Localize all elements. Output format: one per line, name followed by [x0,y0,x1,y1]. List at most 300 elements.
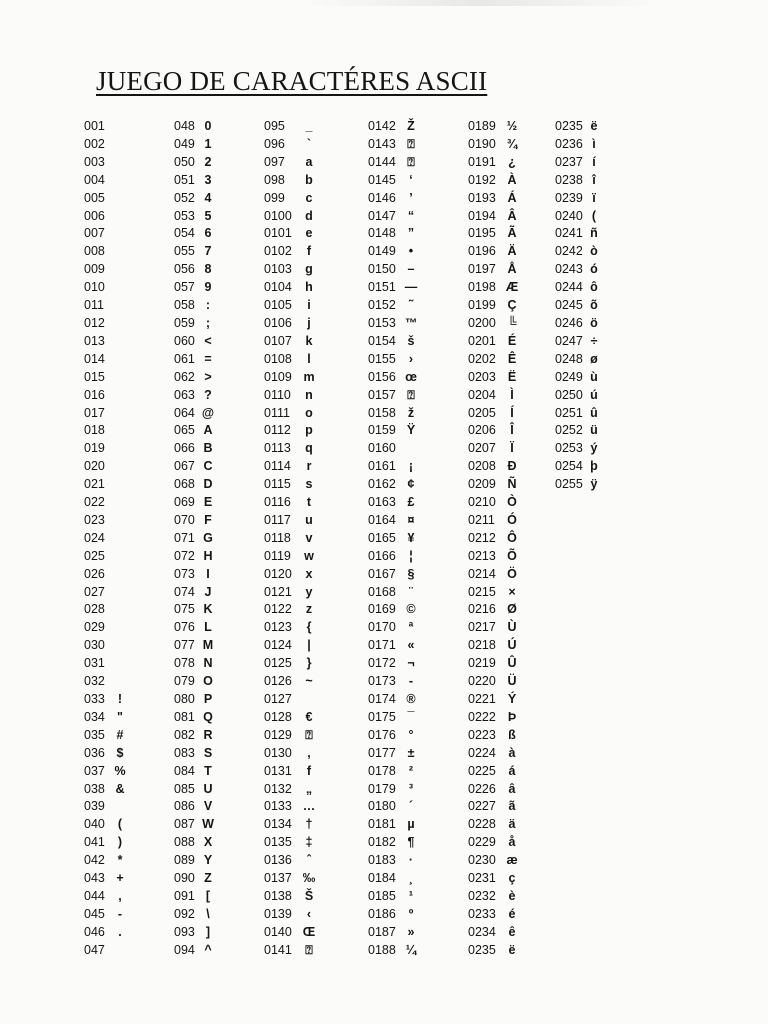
ascii-character: ü [590,423,598,438]
ascii-character: Î [510,423,514,438]
ascii-character: 4 [204,190,212,205]
ascii-code: 0100 [264,208,292,223]
ascii-code: 033 [84,692,105,706]
ascii-code: 0110 [264,387,291,402]
ascii-character: — [404,280,418,295]
ascii-code: 018 [84,423,105,438]
ascii-character: % [114,763,126,778]
ascii-code: 0242 [555,244,583,259]
ascii-character: L [204,620,212,635]
ascii-code: 0102 [264,244,292,259]
ascii-character: ⍰ [407,387,415,402]
ascii-code: 084 [174,763,195,778]
ascii-character: F [204,512,212,527]
ascii-character: œ [405,369,417,384]
ascii-code: 037 [84,763,105,778]
ascii-code: 095 [264,119,285,133]
ascii-character: s [305,477,313,492]
page-title: JUEGO DE CARACTÉRES ASCII [96,66,488,96]
ascii-code: 0180 [368,799,396,814]
ascii-code: 0158 [368,405,396,420]
ascii-character: † [305,817,313,832]
ascii-code: 0177 [368,745,396,760]
ascii-code: 0227 [468,799,496,814]
ascii-code: 0250 [555,387,583,402]
ascii-code: 040 [84,817,105,832]
ascii-character: ™ [404,315,418,330]
ascii-character: ‘ [409,172,413,187]
ascii-character: < [204,333,212,348]
ascii-character: Ó [507,512,517,527]
ascii-character: û [590,405,598,420]
ascii-code: 0228 [468,817,496,832]
ascii-character: Â [507,208,517,223]
ascii-code: 006 [84,208,105,223]
ascii-code: 098 [264,172,285,187]
ascii-character: ” [407,226,415,241]
ascii-character: * [117,853,123,868]
ascii-character: Ÿ [406,423,416,438]
ascii-character: š [407,333,415,348]
ascii-code: 049 [174,136,195,151]
ascii-code: 029 [84,620,105,635]
ascii-character: G [203,530,213,545]
ascii-character: ý [590,441,598,456]
ascii-character: ï [592,190,596,205]
ascii-code: 099 [264,190,285,205]
ascii-character: o [305,405,313,420]
ascii-code: 0192 [468,172,496,187]
ascii-character: n [305,387,313,402]
ascii-code: 0238 [555,172,583,187]
ascii-character: Œ [302,924,316,939]
ascii-character: õ [590,298,598,313]
ascii-code: 038 [84,781,105,796]
ascii-code: 0204 [468,387,496,402]
ascii-character: £ [407,495,415,510]
ascii-code: 0214 [468,566,496,581]
ascii-character: „ [305,781,313,796]
ascii-code: 024 [84,530,105,545]
ascii-character: ¾ [506,136,518,151]
ascii-character: Ü [507,674,517,689]
ascii-character: Ý [507,692,517,706]
ascii-code: 021 [84,477,105,492]
ascii-character: Þ [507,709,517,724]
ascii-character: ¼ [405,942,417,957]
ascii-character: ñ [590,226,598,241]
ascii-code: 0135 [264,835,292,850]
ascii-code: 0193 [468,190,496,205]
ascii-character: Å [507,262,517,277]
ascii-code: 0245 [555,298,583,313]
ascii-code: 0126 [264,674,292,689]
ascii-character: a [305,154,313,169]
ascii-code: 0124 [264,638,292,653]
ascii-character: Ž [407,119,415,133]
ascii-code: 0189 [468,119,496,133]
ascii-code: 0234 [468,924,496,939]
ascii-character: ¯ [407,709,415,724]
ascii-character: H [203,548,213,563]
ascii-code: 0147 [368,208,396,223]
ascii-character: ë [590,119,598,133]
ascii-character: ÷ [590,333,598,348]
ascii-code: 086 [174,799,195,814]
ascii-character: , [118,888,122,903]
ascii-code: 002 [84,136,105,151]
ascii-character: Ë [507,369,517,384]
ascii-code: 023 [84,512,105,527]
ascii-character: - [408,674,414,689]
ascii-code: 0202 [468,351,496,366]
ascii-code: 007 [84,226,105,241]
ascii-character: ß [508,727,516,742]
ascii-code: 092 [174,906,195,921]
ascii-code: 022 [84,495,105,510]
ascii-character: º [408,906,414,921]
ascii-code: 044 [84,888,105,903]
ascii-code: 0205 [468,405,496,420]
ascii-code: 0160 [368,441,396,456]
ascii-code: 052 [174,190,195,205]
ascii-code: 004 [84,172,105,187]
ascii-character: j [307,315,311,330]
ascii-code: 0254 [555,459,583,474]
ascii-code: 0253 [555,441,583,456]
ascii-character: r [306,459,312,474]
ascii-code: 0186 [368,906,396,921]
ascii-character: · [408,853,414,868]
ascii-code: 032 [84,674,105,689]
ascii-code: 0128 [264,709,292,724]
ascii-code: 075 [174,602,195,617]
ascii-code: 0190 [468,136,496,151]
ascii-code: 003 [84,154,105,169]
ascii-character: Ï [510,441,514,456]
ascii-code: 0116 [264,495,291,510]
ascii-character: þ [590,459,598,474]
ascii-character: A [203,423,213,438]
ascii-character: ‡ [305,835,313,850]
ascii-character: è [508,888,516,903]
ascii-code: 046 [84,924,105,939]
ascii-code: 0188 [368,942,396,957]
ascii-code: 0167 [368,566,396,581]
ascii-code: 0220 [468,674,496,689]
ascii-character: x [305,566,313,581]
ascii-code: 020 [84,459,105,474]
ascii-code: 0143 [368,136,396,151]
ascii-code: 078 [174,656,195,671]
ascii-code: 0252 [555,423,583,438]
ascii-code: 019 [84,441,105,456]
ascii-code: 0145 [368,172,396,187]
ascii-character: f [306,763,312,778]
ascii-character: … [302,799,316,814]
ascii-character: ã [508,799,516,814]
ascii-code: 0112 [264,423,291,438]
ascii-code: 089 [174,853,195,868]
ascii-code: 0223 [468,727,496,742]
ascii-code: 088 [174,835,195,850]
ascii-character: ‹ [306,906,312,921]
ascii-code: 055 [174,244,195,259]
ascii-code: 0233 [468,906,496,921]
ascii-code: 027 [84,584,105,599]
ascii-code: 0249 [555,369,583,384]
ascii-code: 0118 [264,530,291,545]
ascii-code: 0156 [368,369,396,384]
ascii-character: c [305,190,313,205]
ascii-code: 071 [174,530,195,545]
ascii-code: 0165 [368,530,396,545]
ascii-character: ¨ [408,584,414,599]
ascii-code: 0218 [468,638,496,653]
ascii-character: Ì [510,387,514,402]
ascii-character: i [307,298,311,313]
ascii-character: ~ [305,674,313,689]
ascii-character: 0 [204,119,212,133]
ascii-code: 0170 [368,620,396,635]
ascii-code: 066 [174,441,195,456]
ascii-code: 0103 [264,262,292,277]
ascii-code: 069 [174,495,195,510]
ascii-character: à [508,745,516,760]
ascii-character: ³ [408,781,414,796]
ascii-code: 0113 [264,441,291,456]
ascii-code: 0236 [555,136,583,151]
ascii-code: 079 [174,674,195,689]
ascii-character: € [305,709,313,724]
ascii-character: ¡ [408,459,414,474]
ascii-character: ⍰ [305,942,313,957]
ascii-code: 080 [174,692,195,706]
ascii-code: 0152 [368,298,396,313]
ascii-code: 0132 [264,781,292,796]
ascii-character: m [303,369,315,384]
ascii-character: « [407,638,415,653]
ascii-character: E [203,495,213,510]
ascii-character: W [202,817,214,832]
ascii-character: ! [117,692,123,706]
ascii-code: 0239 [555,190,583,205]
ascii-code: 0213 [468,548,496,563]
ascii-code: 0168 [368,584,396,599]
ascii-code: 0164 [368,512,396,527]
ascii-character: p [305,423,313,438]
ascii-code: 0140 [264,924,292,939]
ascii-character: f [306,244,312,259]
ascii-code: 0169 [368,602,396,617]
ascii-character: Ù [507,620,517,635]
ascii-character: . [118,924,122,939]
ascii-character: g [305,262,313,277]
ascii-code: 064 [174,405,195,420]
ascii-code: 068 [174,477,195,492]
ascii-code: 060 [174,333,195,348]
ascii-character: V [203,799,213,814]
ascii-code: 072 [174,548,195,563]
ascii-code: 0151 [368,280,396,295]
ascii-code: 0108 [264,351,292,366]
ascii-code: 015 [84,369,105,384]
ascii-code: 0171 [368,638,396,653]
ascii-character: 8 [204,262,212,277]
ascii-code: 050 [174,154,195,169]
ascii-character: w [304,548,314,563]
ascii-code: 0159 [368,423,396,438]
ascii-code: 045 [84,906,105,921]
ascii-code: 062 [174,369,195,384]
ascii-code: 0122 [264,602,292,617]
ascii-character: Z [204,871,212,886]
ascii-code: 0129 [264,727,292,742]
ascii-character: T [204,763,212,778]
ascii-code: 0106 [264,315,292,330]
ascii-character: É [507,333,517,348]
ascii-character: ò [590,244,598,259]
ascii-code: 0206 [468,423,496,438]
ascii-code: 0107 [264,333,292,348]
ascii-code: 0148 [368,226,396,241]
ascii-character: Š [304,888,314,903]
ascii-code: 0240 [555,208,583,223]
ascii-character: P [203,692,213,706]
ascii-character: æ [506,853,518,868]
ascii-code: 097 [264,154,285,169]
ascii-code: 087 [174,817,195,832]
ascii-character: í [592,154,596,169]
ascii-code: 0161 [368,459,396,474]
ascii-character: ø [590,351,598,366]
ascii-character: X [203,835,213,850]
ascii-code: 051 [174,172,195,187]
ascii-code: 082 [174,727,195,742]
ascii-code: 0225 [468,763,496,778]
ascii-code: 0246 [555,315,583,330]
ascii-code: 070 [174,512,195,527]
ascii-code: 061 [174,351,195,366]
ascii-code: 0198 [468,280,496,295]
ascii-code: 048 [174,119,195,133]
ascii-character: u [305,512,313,527]
ascii-character: Ö [507,566,517,581]
ascii-character: Ä [507,244,517,259]
ascii-character: ù [590,369,598,384]
ascii-code: 0115 [264,477,291,492]
ascii-code: 0247 [555,333,583,348]
ascii-character: Õ [507,548,517,563]
ascii-character: Ø [507,602,517,617]
ascii-character: ç [508,871,516,886]
ascii-character: µ [407,817,415,832]
ascii-character: × [508,584,516,599]
ascii-code: 031 [84,656,105,671]
ascii-code: 0182 [368,835,396,850]
ascii-character: ¦ [409,548,413,563]
ascii-character: ˜ [408,298,414,313]
ascii-character: [ [205,888,211,903]
ascii-code: 013 [84,333,105,348]
ascii-code: 0244 [555,280,583,295]
ascii-code: 0104 [264,280,292,295]
ascii-code: 074 [174,584,195,599]
ascii-character: - [117,906,123,921]
ascii-code: 035 [84,727,105,742]
ascii-code: 090 [174,871,195,886]
ascii-code: 0181 [368,817,396,832]
ascii-code: 0203 [468,369,496,384]
ascii-code: 0137 [264,871,292,886]
ascii-character: & [115,781,125,796]
ascii-code: 0114 [264,459,291,474]
ascii-code: 0255 [555,477,583,492]
ascii-character: $ [116,745,124,760]
ascii-character: R [203,727,213,742]
ascii-character: ª [408,620,414,635]
ascii-code: 0101 [264,226,292,241]
ascii-code: 0185 [368,888,396,903]
ascii-character: ¬ [407,656,415,671]
ascii-code: 0144 [368,154,396,169]
ascii-code: 025 [84,548,105,563]
ascii-character: K [203,602,213,617]
ascii-code: 0222 [468,709,496,724]
ascii-character: Í [510,405,514,420]
ascii-code: 056 [174,262,195,277]
ascii-character: ? [204,387,212,402]
ascii-code: 091 [174,888,195,903]
ascii-character: t [306,495,312,510]
ascii-code: 0248 [555,351,583,366]
ascii-character: ë [508,942,516,957]
ascii-code: 042 [84,853,105,868]
ascii-code: 034 [84,709,105,724]
ascii-character: ⍰ [407,136,415,151]
ascii-character: = [204,351,212,366]
ascii-character: " [117,709,123,724]
ascii-character: Û [507,656,517,671]
ascii-code: 026 [84,566,105,581]
ascii-code: 094 [174,942,195,957]
ascii-code: 0136 [264,853,292,868]
ascii-character: § [407,566,415,581]
ascii-code: 077 [174,638,195,653]
ascii-character: ^ [204,942,212,957]
ascii-code: 0142 [368,119,396,133]
ascii-code: 009 [84,262,105,277]
ascii-code: 0138 [264,888,292,903]
ascii-code: 057 [174,280,195,295]
ascii-character: ê [508,924,516,939]
ascii-code: 0179 [368,781,396,796]
ascii-code: 0134 [264,817,292,832]
ascii-code: 0149 [368,244,396,259]
ascii-character: ž [407,405,415,420]
ascii-code: 0123 [264,620,292,635]
ascii-code: 012 [84,315,105,330]
ascii-character: • [408,244,414,259]
ascii-character: y [305,584,313,599]
ascii-code: 0224 [468,745,496,760]
ascii-character: Ê [507,351,517,366]
ascii-character: ½ [506,119,518,133]
ascii-character: ì [592,136,596,151]
ascii-character: Ò [507,495,517,510]
ascii-code: 053 [174,208,195,223]
ascii-character: î [592,172,596,187]
